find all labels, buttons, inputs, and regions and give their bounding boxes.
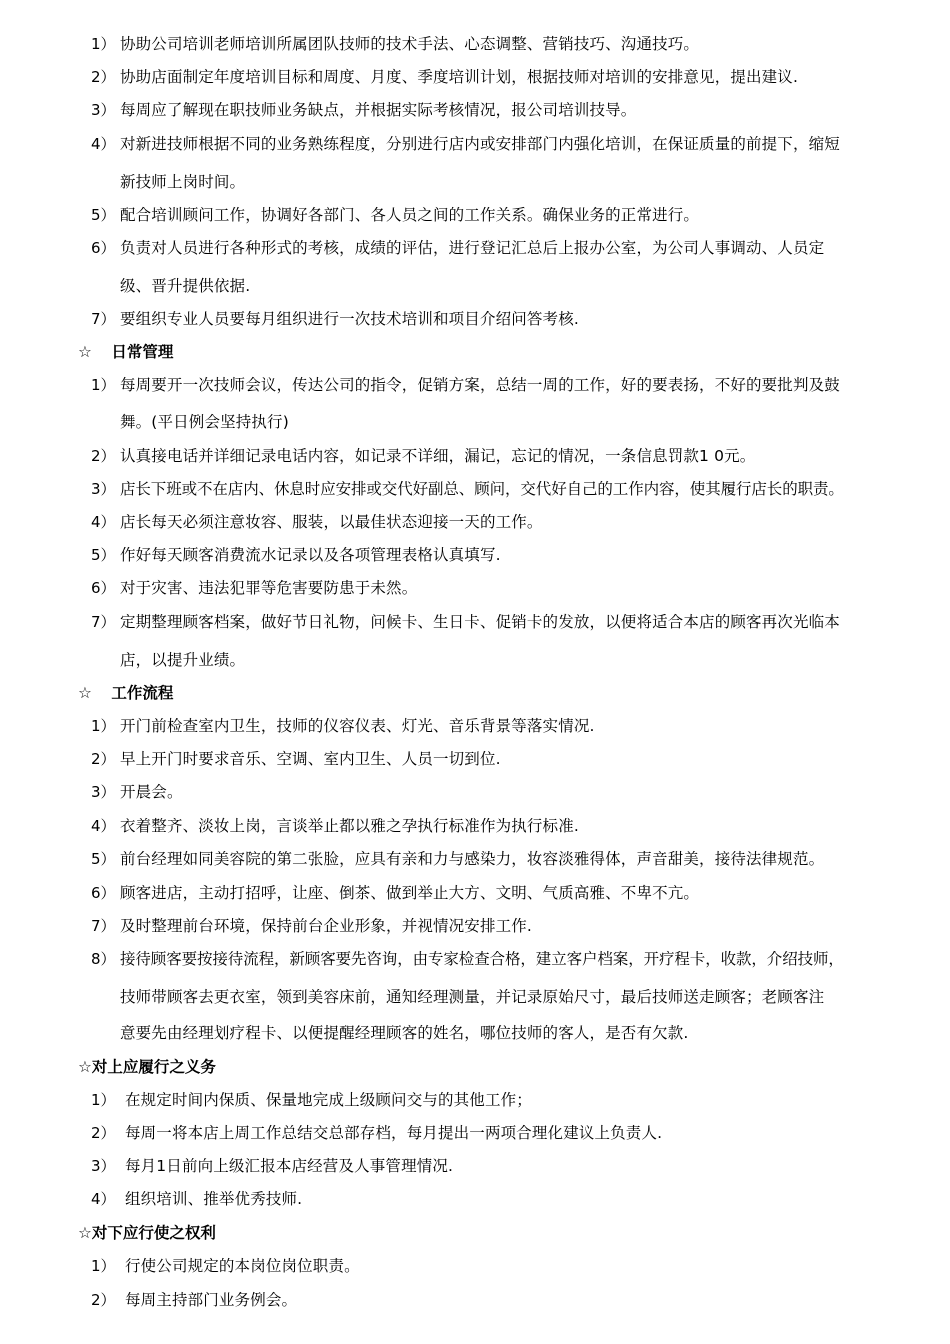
list-item-number: 3）	[91, 783, 116, 801]
list-item-text: 组织培训、推举优秀技师.	[125, 1190, 303, 1208]
list-item-number: 3）	[91, 1157, 116, 1175]
list-item-text: 顾客进店，主动打招呼，让座、倒茶、做到举止大方、文明、气质高雅、不卑不亢。	[120, 884, 700, 902]
star-icon: ☆	[78, 1058, 92, 1076]
star-icon: ☆	[78, 343, 92, 361]
list-item-text: 每周主持部门业务例会。	[125, 1291, 298, 1309]
list-item-number: 1）	[91, 1257, 116, 1275]
list-item-text: 店长下班或不在店内、休息时应安排或交代好副总、顾问，交代好自己的工作内容，使其履行店长的职责。	[120, 480, 844, 498]
list-item-text: 认真接电话并详细记录电话内容，如记录不详细，漏记，忘记的情况，一条信息罚款1 0元。	[120, 447, 756, 465]
section-heading-rights	[78, 1223, 216, 1243]
list-item-number: 2）	[91, 750, 116, 768]
list-item-text-cont: 新技师上岗时间。	[120, 173, 246, 191]
list-item-text: 接待顾客要按接待流程，新顾客要先咨询，由专家检查合格，建立客户档案，开疗程卡，收款，介绍技师，	[120, 950, 844, 968]
list-item-number: 5）	[91, 850, 116, 868]
list-item-number: 1）	[91, 1091, 116, 1109]
list-item-text: 前台经理如同美容院的第二张脸，应具有亲和力与感染力，妆容淡雅得体，声音甜美，接待法律规范。	[120, 850, 825, 868]
list-item-number: 5）	[91, 546, 116, 564]
list-item-text: 对新进技师根据不同的业务熟练程度，分别进行店内或安排部门内强化培训，在保证质量的前提下，缩短	[120, 135, 840, 153]
section-heading-daily	[78, 342, 173, 362]
list-item-text: 每周应了解现在职技师业务缺点，并根据实际考核情况，报公司培训技导。	[120, 101, 637, 119]
section-heading-duty	[78, 1057, 216, 1077]
list-item-number: 1）	[91, 35, 116, 53]
star-icon: ☆	[78, 684, 92, 702]
list-item-text: 店长每天必须注意妆容、服装，以最佳状态迎接一天的工作。	[120, 513, 543, 531]
list-item-number: 6）	[91, 239, 116, 257]
list-item-text: 衣着整齐、淡妆上岗，言谈举止都以雅之孕执行标准作为执行标准.	[120, 817, 579, 835]
list-item-text-cont: 舞。(平日例会坚持执行)	[120, 413, 289, 431]
list-item-number: 1）	[91, 376, 116, 394]
list-item-number: 5）	[91, 206, 116, 224]
list-item-number: 6）	[91, 579, 116, 597]
list-item-text: 要组织专业人员要每月组织进行一次技术培训和项目介绍问答考核.	[120, 310, 579, 328]
list-item-number: 4）	[91, 513, 116, 531]
list-item-text: 每周要开一次技师会议，传达公司的指令，促销方案，总结一周的工作，好的要表扬，不好的要批判及鼓	[120, 376, 840, 394]
list-item-number: 7）	[91, 613, 116, 631]
list-item-text: 开晨会。	[120, 783, 183, 801]
list-item-number: 3）	[91, 480, 116, 498]
list-item-text: 作好每天顾客消费流水记录以及各项管理表格认真填写.	[120, 546, 501, 564]
section-heading-workflow	[78, 683, 173, 703]
list-item-number: 4）	[91, 1190, 116, 1208]
section-title: 对上应履行之义务	[91, 1058, 216, 1076]
list-item-number: 2）	[91, 1124, 116, 1142]
list-item-text: 及时整理前台环境，保持前台企业形象，并视情况安排工作.	[120, 917, 532, 935]
list-item-number: 7）	[91, 917, 116, 935]
list-item-text-cont: 意要先由经理划疗程卡、以便提醒经理顾客的姓名，哪位技师的客人，是否有欠款.	[120, 1024, 689, 1042]
section-title: 工作流程	[111, 684, 174, 702]
list-item-number: 1）	[91, 717, 116, 735]
list-item-text: 在规定时间内保质、保量地完成上级顾问交与的其他工作；	[125, 1091, 532, 1109]
list-item-text: 对于灾害、违法犯罪等危害要防患于未然。	[120, 579, 418, 597]
list-item-text: 每周一将本店上周工作总结交总部存档，每月提出一两项合理化建议上负责人.	[125, 1124, 663, 1142]
list-item-number: 6）	[91, 884, 116, 902]
list-item-text-cont: 技师带顾客去更衣室，领到美容床前，通知经理测量，并记录原始尺寸，最后技师送走顾客；老顾客注	[120, 988, 825, 1006]
list-item-number: 4）	[91, 135, 116, 153]
list-item-text: 定期整理顾客档案，做好节日礼物，问候卡、生日卡、促销卡的发放，以便将适合本店的顾客再次光临本	[120, 613, 840, 631]
section-title: 日常管理	[111, 343, 174, 361]
list-item-number: 3）	[91, 101, 116, 119]
section-title: 对下应行使之权利	[91, 1224, 216, 1242]
list-item-text: 早上开门时要求音乐、空调、室内卫生、人员一切到位.	[120, 750, 501, 768]
list-item-text: 行使公司规定的本岗位岗位职责。	[125, 1257, 360, 1275]
list-item-number: 2）	[91, 447, 116, 465]
list-item-number: 2）	[91, 68, 116, 86]
list-item-number: 7）	[91, 310, 116, 328]
list-item-text: 协助公司培训老师培训所属团队技师的技术手法、心态调整、营销技巧、沟通技巧。	[120, 35, 700, 53]
list-item-text: 每月1日前向上级汇报本店经营及人事管理情况.	[125, 1157, 454, 1175]
list-item-text: 协助店面制定年度培训目标和周度、月度、季度培训计划，根据技师对培训的安排意见，提出建议.	[120, 68, 799, 86]
list-item-number: 4）	[91, 817, 116, 835]
list-item-number: 2）	[91, 1291, 116, 1309]
list-item-text: 负责对人员进行各种形式的考核，成绩的评估，进行登记汇总后上报办公室，为公司人事调动、人员定	[120, 239, 825, 257]
list-item-text: 配合培训顾问工作，协调好各部门、各人员之间的工作关系。确保业务的正常进行。	[120, 206, 700, 224]
star-icon: ☆	[78, 1224, 92, 1242]
list-item-text: 开门前检查室内卫生，技师的仪容仪表、灯光、音乐背景等落实情况.	[120, 717, 595, 735]
list-item-text-cont: 店，以提升业绩。	[120, 651, 246, 669]
list-item-number: 8）	[91, 950, 116, 968]
list-item-text-cont: 级、晋升提供依据.	[120, 277, 251, 295]
